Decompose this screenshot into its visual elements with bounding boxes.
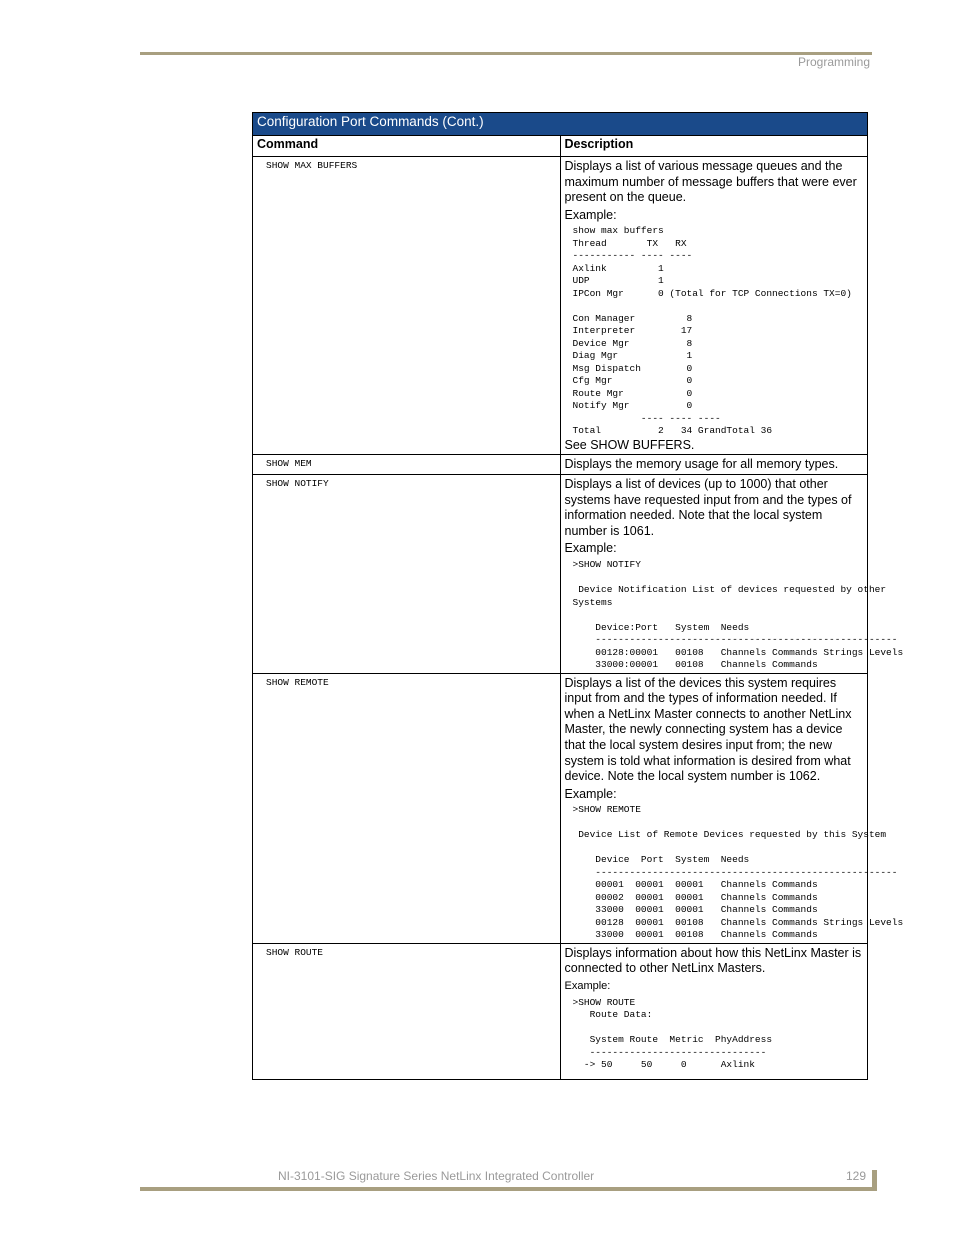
column-header-description: Description — [560, 136, 868, 157]
example-code: show max buffers Thread TX RX ----------- ---- ---- Axlink 1 UDP 1 IPCon Mgr 0 (Total for TCP Connections TX=0) Con Manager 8 Interpreter 17 Device Mgr 8 Diag Mgr 1 Msg Dispatch 0 Cfg Mgr 0 Route Mgr 0 Notify Mgr 0 ---- ---- ---- Total 2 34 GrandTotal 36 — [572, 225, 852, 437]
see-also-text: See SHOW BUFFERS. — [564, 437, 695, 452]
header-rule — [140, 52, 872, 55]
description-cell — [560, 455, 868, 475]
table-row — [253, 943, 868, 1079]
footer-title: NI-3101-SIG Signature Series NetLinx Integrated Controller — [278, 1169, 595, 1183]
table-row — [253, 455, 868, 475]
description-text: Displays a list of devices (up to 1000) that other systems have requested input from and the types of information needed. Note that the local system number is 1061. — [564, 477, 852, 538]
example-label: Example: — [564, 207, 617, 222]
description-cell — [560, 157, 868, 455]
command-cell: SHOW MAX BUFFERS — [253, 157, 561, 455]
example-label: Example: — [564, 541, 617, 556]
example-label: Example: — [564, 979, 611, 992]
command-table — [252, 112, 904, 1080]
table-header-row — [253, 136, 868, 157]
description-text: Displays information about how this NetLinx Master is connected to other NetLinx Masters. — [564, 945, 862, 976]
command-cell: SHOW NOTIFY — [253, 475, 561, 673]
example-code: >SHOW ROUTE Route Data: System Route Metric PhyAddress ------------------------------- -> 50 50 0 Axlink — [572, 996, 773, 1071]
section-label: Programming — [797, 55, 870, 69]
page-number: 129 — [846, 1169, 867, 1183]
command-cell: SHOW MEM — [253, 455, 561, 475]
description-cell — [560, 943, 868, 1079]
table-row — [253, 475, 868, 673]
table-row — [253, 673, 868, 943]
example-code: >SHOW REMOTE Device List of Remote Devices requested by this System Device Port System Needs ----------------------------------------------------- 00001 00001 00001 Channels Commands 00002 00001 00001 Channels Commands 33000 00001 00001 Channels Commands 00128 00001 00108 Channels Commands Strings Levels 33000 00001 00108 Channels Commands — [572, 804, 904, 941]
description-text: Displays the memory usage for all memory types. — [564, 457, 839, 472]
table-row — [253, 157, 868, 455]
footer-rule — [140, 1187, 877, 1191]
example-label: Example: — [564, 786, 617, 801]
table-title: Configuration Port Commands (Cont.) — [253, 113, 868, 136]
table-title-row — [253, 113, 868, 136]
command-cell: SHOW ROUTE — [253, 943, 561, 1079]
description-text: Displays a list of the devices this system requires input from and the types of information needed. If when a NetLinx Master connects to another NetLinx Master, the newly connecting system has a device that the local system desires input from; the new system is told what information is desired from what device. Note the local system number is 1062. — [564, 675, 852, 784]
example-code: >SHOW NOTIFY Device Notification List of devices requested by other Systems Device:Port System Needs ----------------------------------------------------- 00128:00001 00108 Channels Commands Strings Levels 33000:00001 00108 Channels Commands — [572, 559, 904, 671]
command-cell: SHOW REMOTE — [253, 673, 561, 943]
column-header-command: Command — [253, 136, 561, 157]
description-text: Displays a list of various message queues and the maximum number of message buffers that were ever present on the queue. — [564, 159, 857, 205]
description-cell — [560, 475, 904, 673]
description-cell — [560, 673, 904, 943]
